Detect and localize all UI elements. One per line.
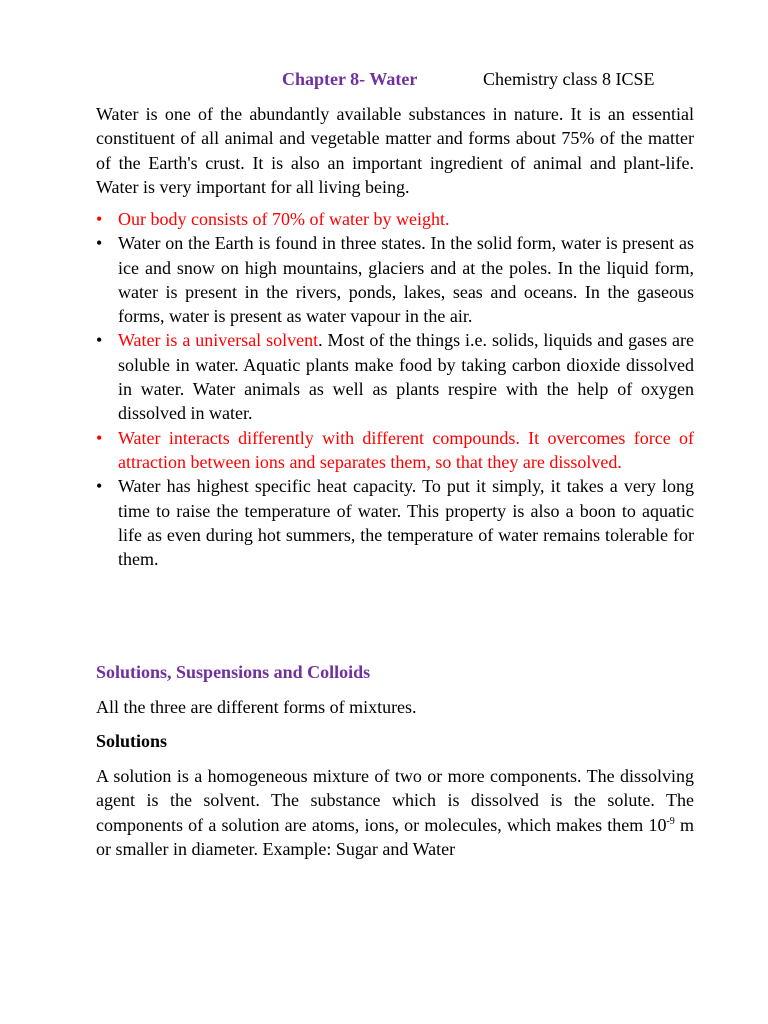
fact-highlight: Water is a universal solvent — [118, 330, 319, 351]
list-item — [96, 328, 694, 425]
bullet-icon: • — [96, 476, 103, 497]
bullet-icon: • — [96, 233, 103, 254]
section-heading: Solutions, Suspensions and Colloids — [96, 662, 371, 682]
list-item — [96, 207, 694, 231]
exponent: -9 — [666, 815, 675, 827]
section-intro: All the three are different forms of mixtures. — [96, 697, 417, 717]
fact-text: Water on the Earth is found in three states. In the solid form, water is present as ice and snow on high mountains, glaciers and at the poles. In the liquid form, water is present in the rivers, ponds, lakes, seas and oceans. In the gaseous forms, water is present as water vapour in the air. — [118, 233, 694, 327]
list-item — [96, 426, 694, 475]
solutions-paragraph — [96, 764, 694, 861]
bullet-icon: • — [96, 330, 103, 351]
bullet-icon: • — [96, 427, 103, 448]
subject-label: Chemistry class 8 ICSE — [483, 69, 655, 89]
page-header — [96, 69, 694, 93]
fact-highlight: Our body consists of 70% of water by weight. — [118, 209, 450, 229]
bullet-icon: • — [96, 209, 103, 229]
chapter-title: Chapter 8- Water — [282, 69, 418, 89]
fact-highlight: Water interacts differently with different compounds. It overcomes force of attraction between ions and separates them, so that they are dissolved. — [118, 427, 694, 472]
fact-text: . Most of the things i.e. solids, liquids and gases are soluble in water. Aquatic plants make food by taking carbon dioxide dissolved in water. Water animals as well as plants respire with the help of oxygen dissolved in water. — [118, 330, 694, 424]
list-item — [96, 474, 694, 571]
solutions-text-part2: m or smaller in diameter. Example: Sugar and Water — [96, 814, 694, 859]
water-facts-list — [96, 207, 694, 571]
list-item — [96, 231, 694, 328]
solutions-text-part1: A solution is a homogeneous mixture of two or more components. The dissolving agent is the solvent. The substance which is dissolved is the solute. The components of a solution are atoms, ions, or molecules, which makes them 10 — [96, 766, 694, 835]
fact-text: Water has highest specific heat capacity. To put it simply, it takes a very long time to raise the temperature of water. This property is also a boon to aquatic life as even during hot summers, the temperature of water remains tolerable for them. — [118, 476, 694, 570]
subheading-solutions: Solutions — [96, 731, 168, 751]
intro-paragraph: Water is one of the abundantly available substances in nature. It is an essential constituent of all animal and vegetable matter and forms about 75% of the matter of the Earth's crust. It is also an important ingredient of animal and plant-life. Water is very important for all living being. — [96, 104, 694, 197]
